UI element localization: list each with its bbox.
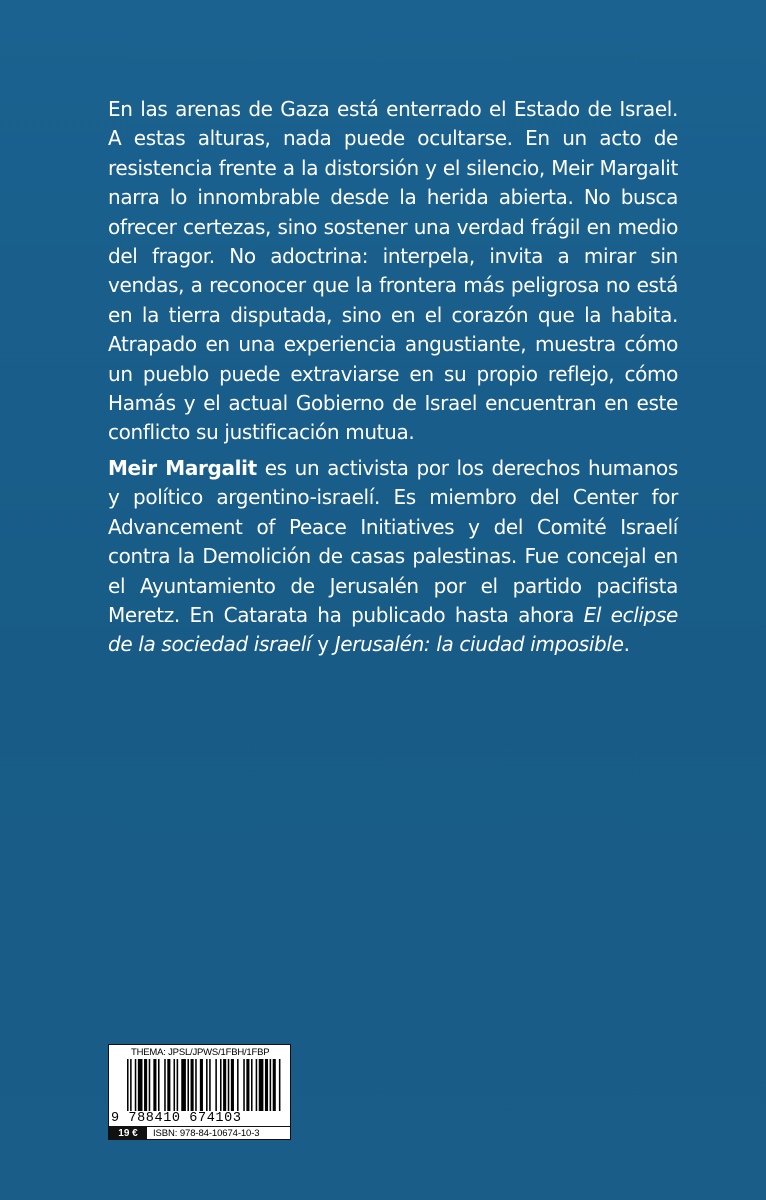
barcode-bar <box>127 1059 129 1111</box>
barcode-bars <box>127 1059 282 1111</box>
barcode-bar <box>265 1059 268 1111</box>
barcode-bar <box>200 1059 203 1111</box>
barcode-bar <box>187 1059 189 1111</box>
isbn-number: ISBN: 978-84-10674-10-3 <box>153 1128 260 1139</box>
synopsis-paragraph: En las arenas de Gaza está enterrado el Estado de Israel. A estas alturas, nada puede ocultarse. En un acto de resistencia frente a la distorsión y el silencio, Meir Margalit narra lo innombrable desde la herida abierta. No busca ofrecer certezas, sino sostener una verdad frágil en medio del fragor. No adoctrina: interpela, invita a mirar sin vendas, a reconocer que la frontera más peligrosa no está en la tierra disputada, sino en el corazón que la habita. Atrapado en una experiencia angustiante, muestra cómo un pueblo puede extraviarse en su propio reflejo, cómo Hamás y el actual Gobierno de Israel encuentran en este conflicto su justificación mutua. <box>108 97 678 445</box>
bio-connector: y <box>311 632 335 657</box>
barcode-bar <box>149 1059 151 1111</box>
barcode-bar <box>177 1059 179 1111</box>
barcode-bar <box>246 1059 249 1111</box>
thema-code: THEMA: JPSL/JPWS/1FBH/1FBP <box>131 1047 270 1058</box>
barcode-bar <box>164 1059 166 1111</box>
barcode-bar <box>220 1059 222 1111</box>
barcode-bar <box>195 1059 197 1111</box>
barcode-bar <box>273 1059 276 1111</box>
barcode-bar <box>206 1059 208 1111</box>
barcode-bar <box>153 1059 156 1111</box>
barcode-bar <box>259 1059 264 1111</box>
barcode-bar <box>237 1059 239 1111</box>
author-name: Meir Margalit <box>108 455 257 480</box>
author-bio-paragraph <box>108 454 678 660</box>
barcode-bar <box>223 1059 226 1111</box>
barcode-bar <box>191 1059 194 1111</box>
back-cover-text <box>108 95 678 660</box>
barcode-bar <box>167 1059 170 1111</box>
barcode-bar <box>130 1059 132 1111</box>
book-title-1: El eclipse de la sociedad israelí <box>108 602 678 657</box>
barcode-bar <box>251 1059 253 1111</box>
barcode-bar <box>279 1059 281 1111</box>
barcode-bar <box>209 1059 211 1111</box>
bio-text: es un activista por los derechos humanos y político argentino-israelí. Es miembro del Center for Advancement of Peace Initiatives y del Comité Israelí contra la Demolición de casas palestinas. Fue concejal en el Ayuntamiento de Jerusalén por el partido pacifista Meretz. En Catarata ha publicado hasta ahora <box>108 455 678 627</box>
price-tag: 19 € <box>109 1127 147 1140</box>
barcode-bar <box>215 1059 217 1111</box>
barcode-bar <box>181 1059 186 1111</box>
barcode-bar <box>243 1059 245 1111</box>
barcode-digits: 9 788410 674103 <box>111 1111 242 1126</box>
price-isbn-row <box>109 1126 290 1140</box>
barcode-bar <box>228 1059 230 1111</box>
barcode-bar <box>256 1059 258 1111</box>
barcode-bar <box>144 1059 147 1111</box>
barcode-bar <box>135 1059 137 1111</box>
bio-end: . <box>623 632 630 657</box>
book-title-2: Jerusalén: la ciudad imposible <box>334 632 624 657</box>
barcode-bar <box>158 1059 160 1111</box>
barcode-label <box>108 1044 291 1140</box>
barcode-bar <box>174 1059 176 1111</box>
barcode-bar <box>270 1059 272 1111</box>
barcode-bar <box>231 1059 234 1111</box>
barcode-bar <box>138 1059 143 1111</box>
